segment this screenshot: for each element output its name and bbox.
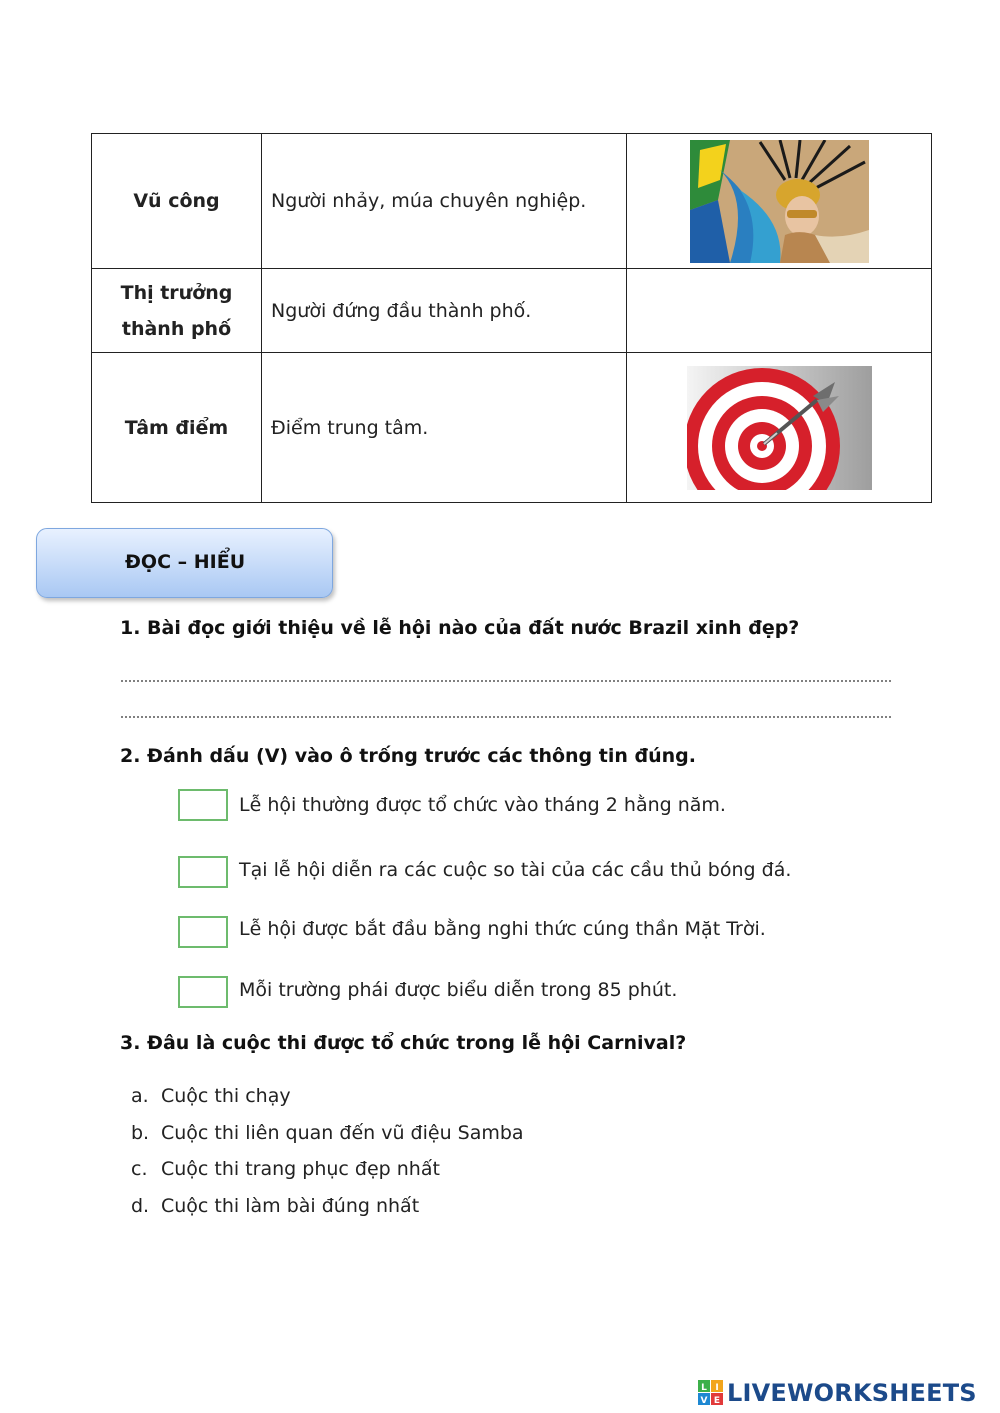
answer-choice[interactable] <box>131 1122 524 1144</box>
option-text: Mỗi trường phái được biểu diễn trong 85 phút. <box>239 979 678 1001</box>
choice-letter: b. <box>131 1122 150 1144</box>
choice-text: Cuộc thi làm bài đúng nhất <box>161 1195 420 1217</box>
section-title: ĐỌC – HIỂU <box>125 551 246 573</box>
option-text: Lễ hội thường được tổ chức vào tháng 2 hằng năm. <box>239 794 726 816</box>
choice-letter: c. <box>131 1158 148 1180</box>
vocab-definition: Điểm trung tâm. <box>262 353 627 503</box>
answer-choice[interactable] <box>131 1195 419 1217</box>
vocab-term: Tâm điểm <box>92 353 262 503</box>
question-3: 3. Đâu là cuộc thi được tổ chức trong lễ hội Carnival? <box>120 1032 687 1054</box>
vocab-image-cell <box>627 134 932 269</box>
vocab-term: Vũ công <box>92 134 262 269</box>
option-checkbox[interactable] <box>178 789 228 821</box>
option-checkbox[interactable] <box>178 976 228 1008</box>
choice-text: Cuộc thi liên quan đến vũ điệu Samba <box>161 1122 524 1144</box>
option-checkbox[interactable] <box>178 856 228 888</box>
choice-letter: d. <box>131 1195 150 1217</box>
vocabulary-table <box>91 133 932 503</box>
question-2: 2. Đánh dấu (V) vào ô trống trước các thông tin đúng. <box>120 745 696 767</box>
answer-choice[interactable] <box>131 1158 440 1180</box>
section-header <box>36 528 333 598</box>
vocab-row <box>92 353 932 503</box>
svg-text:I: I <box>715 1383 719 1393</box>
svg-text:L: L <box>701 1383 707 1393</box>
choice-text: Cuộc thi chạy <box>161 1085 291 1107</box>
dart-target-image <box>687 366 872 490</box>
vocab-row <box>92 269 932 353</box>
svg-text:E: E <box>713 1396 721 1406</box>
answer-line[interactable] <box>120 680 891 682</box>
liveworksheets-logo-icon <box>698 1380 724 1406</box>
vocab-definition: Người đứng đầu thành phố. <box>262 269 627 353</box>
vocab-image-cell <box>627 269 932 353</box>
choice-letter: a. <box>131 1085 149 1107</box>
answer-choice[interactable] <box>131 1085 291 1107</box>
option-checkbox[interactable] <box>178 916 228 948</box>
question-1: 1. Bài đọc giới thiệu về lễ hội nào của đất nước Brazil xinh đẹp? <box>120 617 800 639</box>
brand-name: LIVEWORKSHEETS <box>727 1379 977 1407</box>
option-text: Tại lễ hội diễn ra các cuộc so tài của các cầu thủ bóng đá. <box>239 859 792 881</box>
option-text: Lễ hội được bắt đầu bằng nghi thức cúng thần Mặt Trời. <box>239 918 766 940</box>
choice-text: Cuộc thi trang phục đẹp nhất <box>161 1158 440 1180</box>
vocab-image-cell <box>627 353 932 503</box>
answer-line[interactable] <box>120 716 891 718</box>
vocab-definition: Người nhảy, múa chuyên nghiệp. <box>262 134 627 269</box>
carnival-dancer-image <box>690 140 869 263</box>
vocab-term: Thị trưởng thành phố <box>92 269 262 353</box>
vocab-row <box>92 134 932 269</box>
liveworksheets-brand <box>698 1378 977 1408</box>
svg-text:V: V <box>700 1396 708 1406</box>
